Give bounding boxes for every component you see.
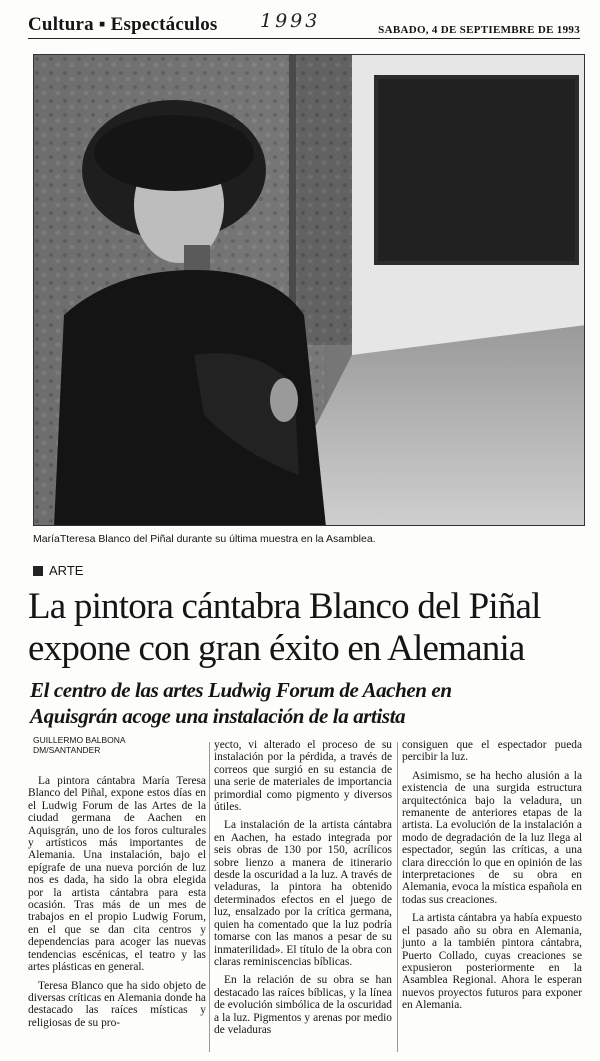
headline <box>28 586 588 670</box>
byline-location: DM/SANTANDER <box>33 745 101 755</box>
article-column-3 <box>402 739 582 1018</box>
subheadline-line: El centro de las artes Ludwig Forum de Aachen en <box>30 678 452 702</box>
column-divider <box>397 742 398 1052</box>
article-paragraph: La artista cántabra ya había expuesto el pasado año su obra en Alemania, junto a la también pintora cántabra, Puerto Collado, cuyas creaciones se expusieron posteriormente en la Asamblea Regional. Ahora le esperan nuevos proyectos futuros para exponer en Alemania. <box>402 912 582 1012</box>
headline-line: La pintora cántabra Blanco del Piñal <box>28 586 541 627</box>
article-paragraph: yecto, vi alterado el proceso de su instalación por la pérdida, a través de correos que surgió en su estancia de una serie de materiales de importancia primordial como pigmento y diversos útiles. <box>214 739 392 814</box>
square-bullet-icon <box>33 566 43 576</box>
article-paragraph: La instalación de la artista cántabra en Aachen, ha estado integrada por seis obras de 130 por 150, acrílicos sobre lienzo a manera de itinerario desde la oscuridad a la luz. A través de veladuras, la pintora ha obtenido determinados efectos en el juego de luz, ensalzado por la crítica germana, quien ha comentado que la luz podría tomarse con las manos a pesar de su inmaterilidad». El título de la obra con claras reminiscencias bíblicas. <box>214 819 392 968</box>
article-paragraph: Teresa Blanco que ha sido objeto de diversas críticas en Alemania donde ha destacado las raíces místicas y religiosas de su pro- <box>28 979 206 1029</box>
subheadline-line: Aquisgrán acoge una instalación de la artista <box>30 704 406 728</box>
article-paragraph: La pintora cántabra María Teresa Blanco del Piñal, expone estos días en el Ludwig Forum de las Artes de la ciudad germana de Aachen en Aquisgrán, uno de los foros culturales y artísticos más importantes de Alemania. Una instalación, bajo el epígrafe de una nueva porción de luz nos es dada, ha sido la obra elegida por la artista cántabra para esta ocasión. Tras más de un mes de trabajos en el propio Ludwig Forum, en el que se dan cita centros y dependencias para acoger las nuevas tendencias escénicas, el teatro y las artes plásticas en general. <box>28 775 206 974</box>
dateline: SABADO, 4 DE SEPTIEMBRE DE 1993 <box>378 24 580 36</box>
handwritten-year: 1993 <box>260 10 321 32</box>
article-column-2 <box>214 739 392 1042</box>
header-rule <box>28 38 580 39</box>
kicker-label: ARTE <box>49 563 84 578</box>
article-photo <box>33 54 585 526</box>
article-paragraph: En la relación de su obra se han destacado las raíces bíblicas, y la línea de evolución simbólica de la oscuridad a la luz. Pigmentos y arenas por medio de veladuras <box>214 974 392 1036</box>
section-kicker <box>33 563 83 578</box>
byline <box>33 735 126 755</box>
article-paragraph: Asimismo, se ha hecho alusión a la existencia de una surgida estructura arquitectónica bajo la veladura, un remanente de anteriores etapas de la artista. La evolución de la instalación a modo de degradación de la luz llega al espectador, según las críticas, a una clara dirección lo que en opinión de las interpretaciones de su obra en Alemania, evoca la mística española en todas sus creaciones. <box>402 769 582 906</box>
column-divider <box>209 742 210 1052</box>
subheadline <box>30 677 590 729</box>
article-column-1 <box>28 775 206 1035</box>
headline-line: expone con gran éxito en Alemania <box>28 628 525 669</box>
byline-author: GUILLERMO BALBONA <box>33 735 126 745</box>
article-paragraph: consiguen que el espectador pueda percibir la luz. <box>402 739 582 764</box>
photo-caption: MaríaTteresa Blanco del Piñal durante su última muestra en la Asamblea. <box>33 533 376 545</box>
section-title: Cultura ▪ Espectáculos <box>28 14 218 35</box>
